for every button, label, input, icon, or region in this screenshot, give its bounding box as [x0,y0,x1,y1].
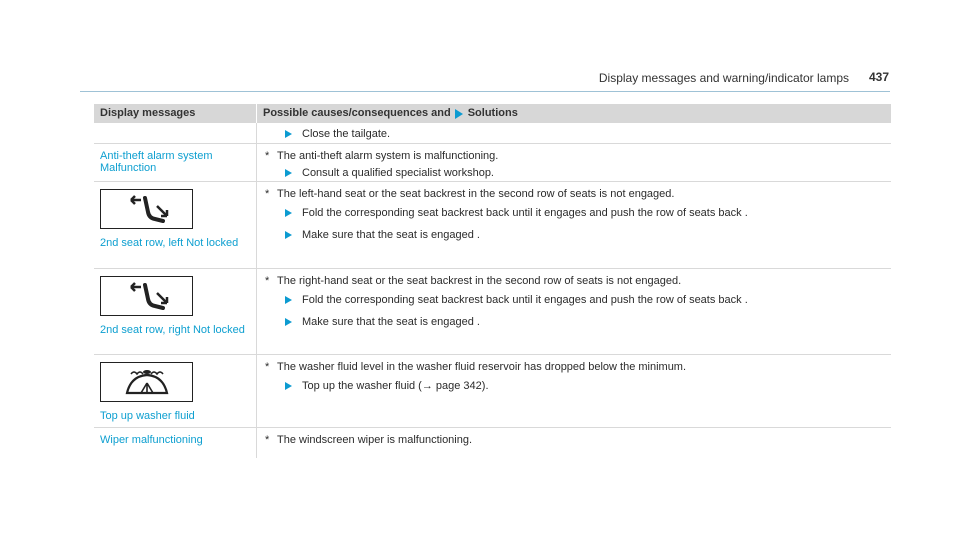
message-cell [94,182,256,268]
cause-text [265,187,891,201]
solution-step [265,163,891,182]
cause-text [265,274,891,288]
col-header-causes [256,104,891,123]
solution-step [265,224,891,245]
triangle-icon [285,296,292,304]
triangle-icon [285,130,292,138]
header-rule [80,91,890,92]
washer-fluid-icon [100,362,193,402]
cause-text-value: The left-hand seat or the seat backrest in the second row of seats is not engaged. [277,188,675,200]
solution-step [265,288,891,311]
cause-cell [256,123,891,143]
table-row [94,182,891,269]
solution-step [265,124,891,143]
cause-marker: * [265,434,270,446]
cause-marker: * [265,361,270,373]
message-cell [94,355,256,427]
col-header-display-messages: Display messages [100,107,196,119]
cause-text [265,360,891,374]
cause-text-value: The anti-theft alarm system is malfunctioning. [277,150,499,162]
triangle-icon [455,109,463,119]
solution-step-text: Close the tailgate. [302,127,391,140]
page-number: 437 [869,70,890,84]
message-label: Top up washer fluid [100,410,195,422]
cause-cell [256,144,891,181]
triangle-icon [285,382,292,390]
solution-step-text: Consult a qualified specialist workshop. [302,166,494,179]
message-label: Wiper malfunctioning [100,434,203,446]
solution-step-text: Fold the corresponding seat backrest back until it engages and push the row of seats back . [302,206,748,219]
table-row [94,269,891,355]
cause-cell [256,269,891,354]
message-label: 2nd seat row, right Not locked [100,324,245,336]
message-label: 2nd seat row, left Not locked [100,237,239,249]
cause-cell [256,355,891,427]
solution-step-text: Top up the washer fluid (→ page 342). [302,379,489,392]
col-header-causes-prefix: Possible causes/consequences and [263,107,451,119]
cause-text [265,433,891,447]
message-cell [94,269,256,354]
triangle-icon [285,209,292,217]
cause-cell [256,182,891,268]
message-cell [94,123,256,143]
seat-backrest-icon [100,189,193,229]
solution-step [265,311,891,332]
table-row [94,428,891,458]
message-label: Anti-theft alarm system Malfunction [100,150,213,174]
solution-step-text: Make sure that the seat is engaged . [302,315,480,328]
cause-marker: * [265,275,270,287]
cause-text-value: The windscreen wiper is malfunctioning. [277,434,473,446]
page-header-title: Display messages and warning/indicator lamps [598,71,849,85]
triangle-icon [285,318,292,326]
seat-backrest-icon [100,276,193,316]
cause-text [265,149,891,163]
cause-text-value: The right-hand seat or the seat backrest in the second row of seats is not engaged. [277,275,682,287]
message-cell [94,428,256,458]
table-row [94,355,891,428]
solution-step [265,201,891,224]
cause-marker: * [265,188,270,200]
message-cell [94,144,256,181]
solution-step-text: Make sure that the seat is engaged . [302,228,480,241]
triangle-icon [285,169,292,177]
solution-step [265,374,891,397]
cause-cell [256,428,891,458]
cause-text-value: The washer fluid level in the washer fluid reservoir has dropped below the minimum. [277,361,687,373]
table-row [94,123,891,144]
triangle-icon [285,231,292,239]
col-header-solutions: Solutions [467,107,518,119]
table-header [94,104,891,123]
solution-step-text: Fold the corresponding seat backrest back until it engages and push the row of seats back . [302,293,748,306]
messages-table [94,104,891,458]
table-row [94,144,891,182]
cause-marker: * [265,150,270,162]
